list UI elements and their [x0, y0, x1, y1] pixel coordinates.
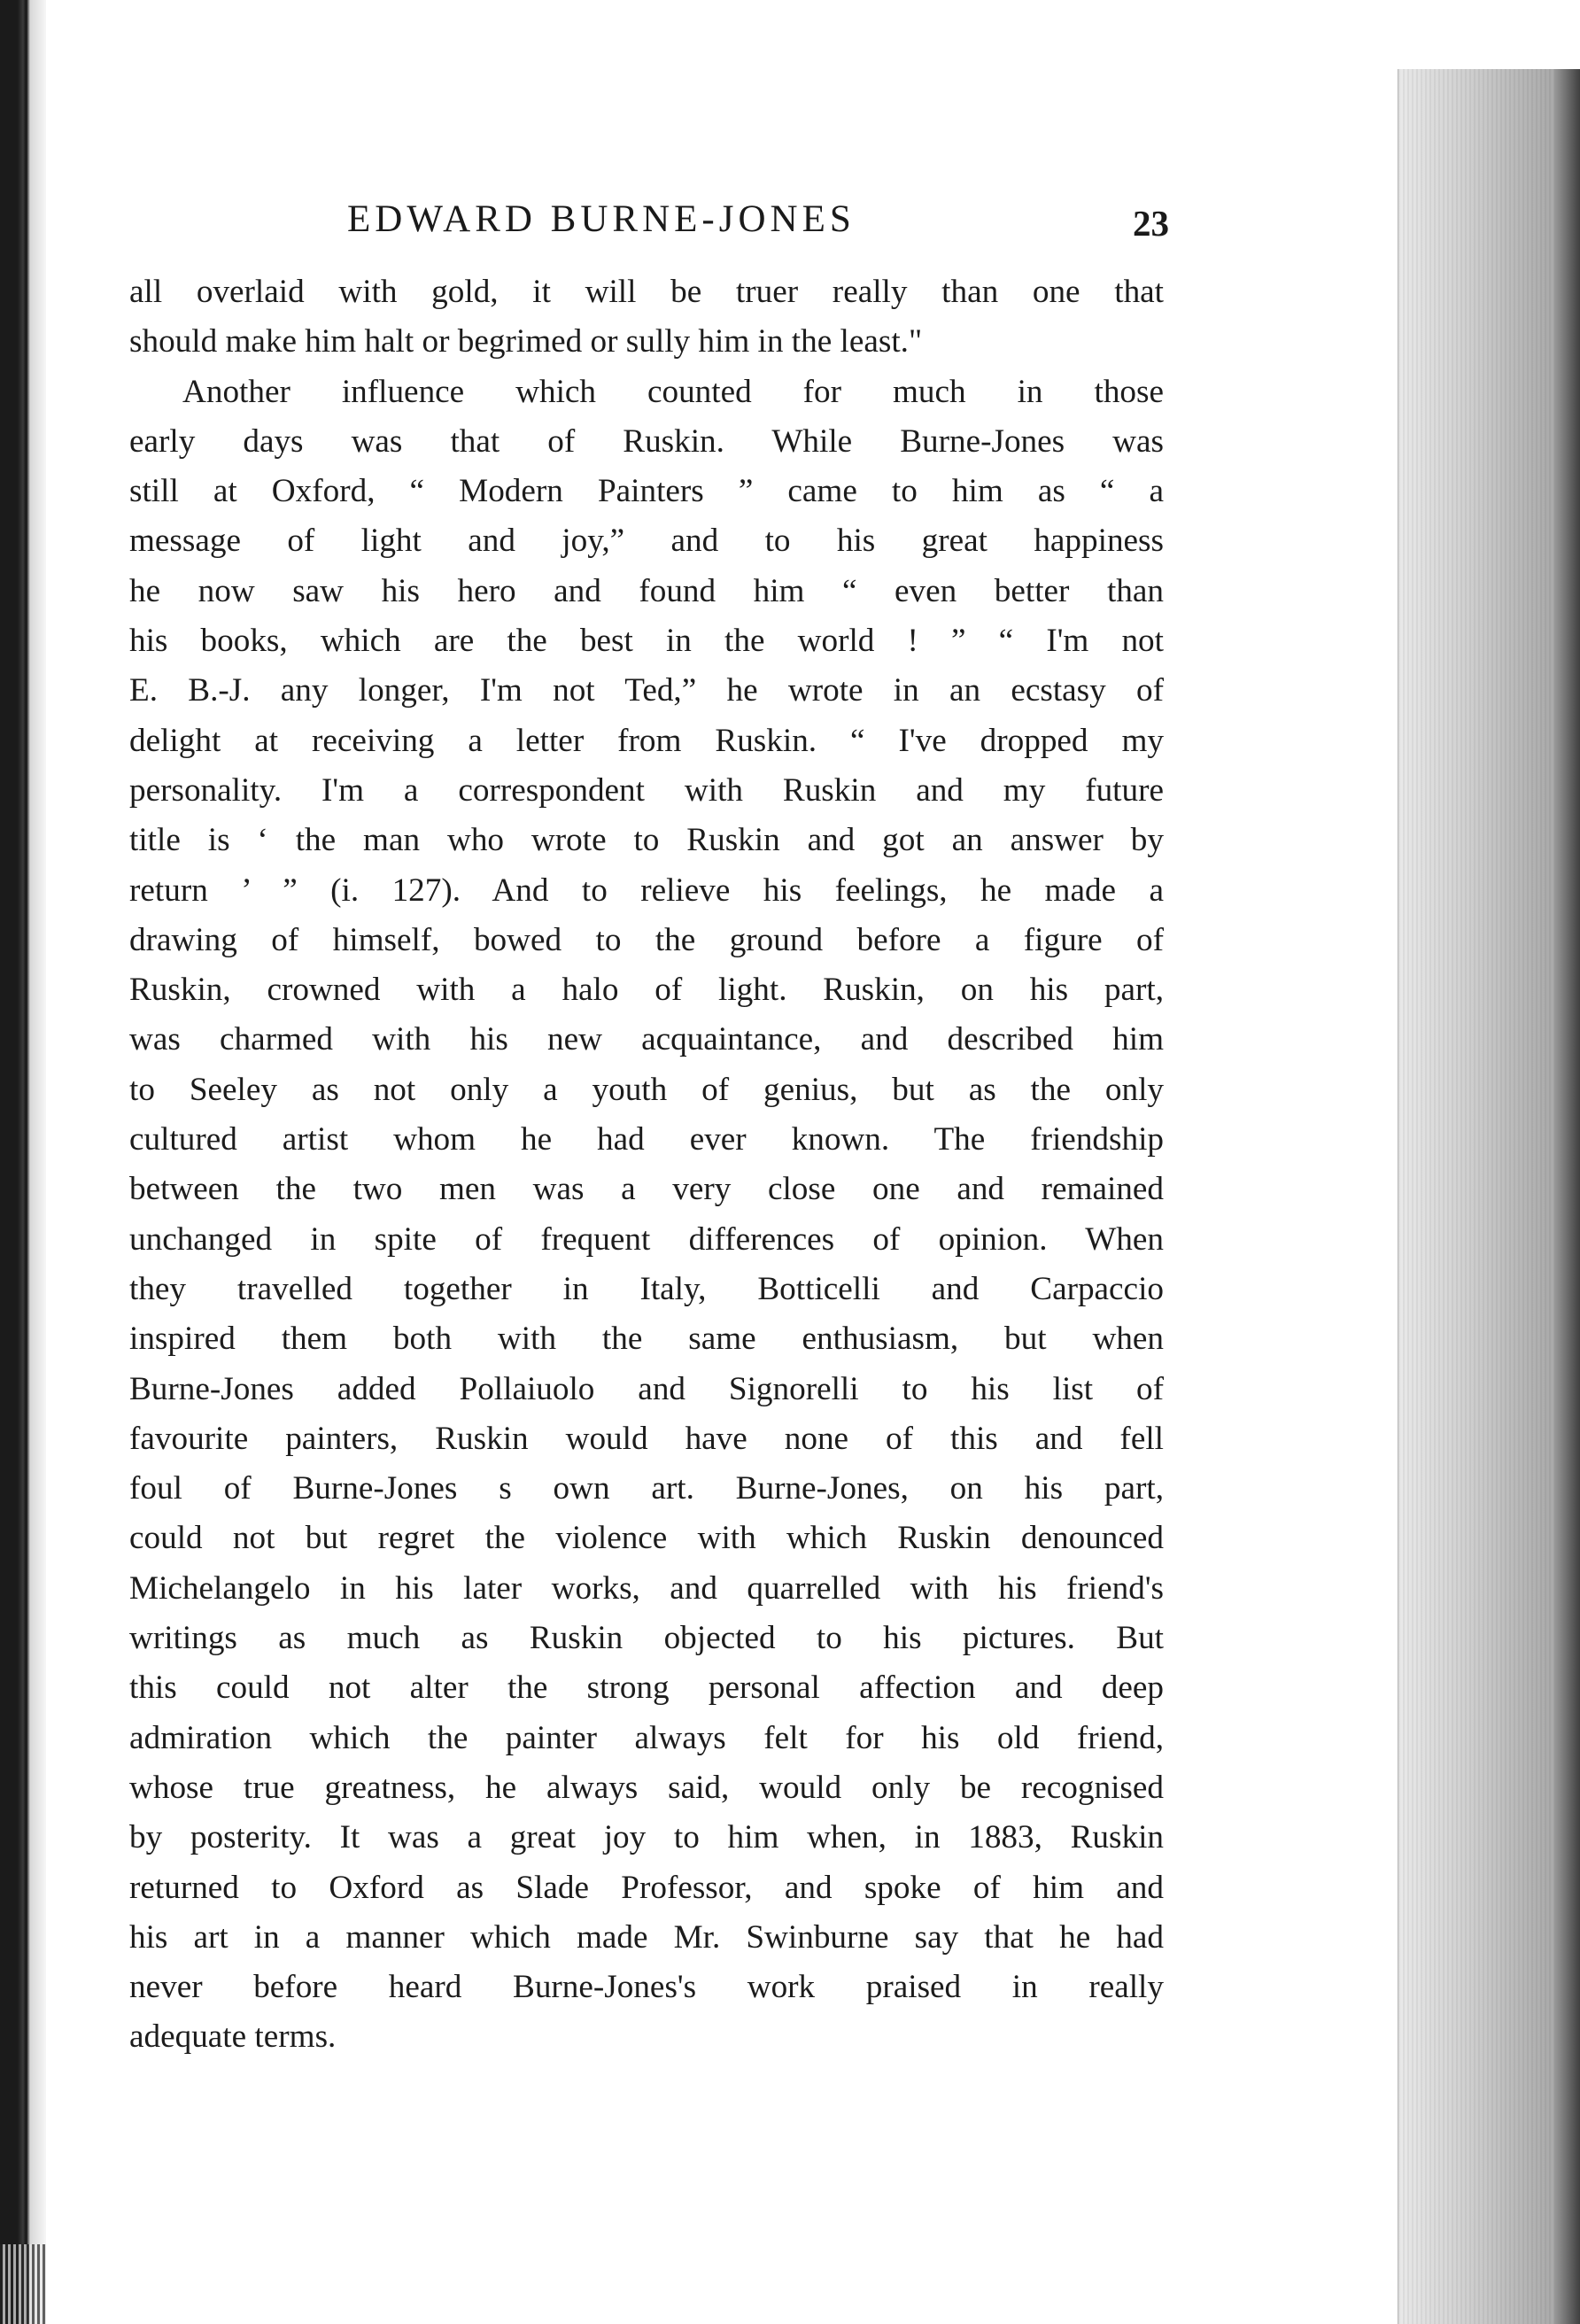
text-line: Burne-Jones added Pollaiuolo and Signorelli to his list of: [129, 1370, 1164, 1407]
text-line: his books, which are the best in the world ! ” “ I'm not: [129, 623, 1164, 660]
body-text: [129, 267, 1164, 2063]
text-line: drawing of himself, bowed to the ground before a figure of: [129, 921, 1164, 958]
text-line: title is ‘ the man who wrote to Ruskin and got an answer by: [129, 822, 1164, 859]
paragraph: [129, 368, 1164, 2063]
text-line: Ruskin, crowned with a halo of light. Ruskin, on his part,: [129, 972, 1164, 1009]
page-block-edge: [1398, 69, 1554, 2324]
text-line: personality. I'm a correspondent with Ruskin and my future: [129, 771, 1164, 809]
text-line: Michelangelo in his later works, and quarrelled with his friend's: [129, 1569, 1164, 1607]
text-line: return ’ ” (i. 127). And to relieve his feelings, he made a: [129, 872, 1164, 909]
text-line: to Seeley as not only a youth of genius, but as the only: [129, 1071, 1164, 1108]
text-line: early days was that of Ruskin. While Burne-Jones was: [129, 422, 1164, 460]
text-line: still at Oxford, “ Modern Painters ” came to him as “ a: [129, 473, 1164, 510]
text-line: this could not alter the strong personal affection and deep: [129, 1669, 1164, 1707]
text-line: unchanged in spite of frequent differences of opinion. When: [129, 1220, 1164, 1258]
text-line: cultured artist whom he had ever known. The friendship: [129, 1121, 1164, 1158]
running-head: [133, 193, 1169, 255]
text-line: they travelled together in Italy, Botticelli and Carpaccio: [129, 1270, 1164, 1307]
text-line: whose true greatness, he always said, would only be recognised: [129, 1769, 1164, 1806]
text-line: message of light and joy,” and to his great happiness: [129, 523, 1164, 560]
text-line: his art in a manner which made Mr. Swinburne say that he had: [129, 1918, 1164, 1956]
paragraph: [129, 267, 1164, 368]
text-line: inspired them both with the same enthusiasm, but when: [129, 1321, 1164, 1358]
book-gutter-shadow: [0, 0, 46, 2324]
text-line: never before heard Burne-Jones's work praised in really: [129, 1969, 1164, 2006]
text-line: foul of Burne-Jones s own art. Burne-Jones, on his part,: [129, 1470, 1164, 1507]
text-line: delight at receiving a letter from Ruskin. “ I've dropped my: [129, 722, 1164, 759]
text-line: Another influence which counted for much in those: [182, 373, 1164, 410]
text-line: adequate terms.: [129, 2018, 337, 2056]
text-line: should make him halt or begrimed or sully him in the least.": [129, 323, 923, 360]
text-line: he now saw his hero and found him “ even better than: [129, 572, 1164, 609]
text-line: could not but regret the violence with which Ruskin denounced: [129, 1520, 1164, 1557]
text-line: returned to Oxford as Slade Professor, and spoke of him and: [129, 1869, 1164, 1906]
page-number: 23: [1133, 203, 1169, 244]
text-line: E. B.-J. any longer, I'm not Ted,” he wrote in an ecstasy of: [129, 672, 1164, 709]
text-line: admiration which the painter always felt for his old friend,: [129, 1719, 1164, 1756]
running-title: EDWARD BURNE-JONES: [347, 198, 856, 240]
text-line: writings as much as Ruskin objected to his pictures. But: [129, 1620, 1164, 1657]
text-line: by posterity. It was a great joy to him when, in 1883, Ruskin: [129, 1819, 1164, 1856]
text-line: all overlaid with gold, it will be truer really than one that: [129, 274, 1164, 310]
text-line: was charmed with his new acquaintance, and described him: [129, 1021, 1164, 1058]
text-line: between the two men was a very close one and remained: [129, 1171, 1164, 1208]
text-line: favourite painters, Ruskin would have none of this and fell: [129, 1420, 1164, 1457]
